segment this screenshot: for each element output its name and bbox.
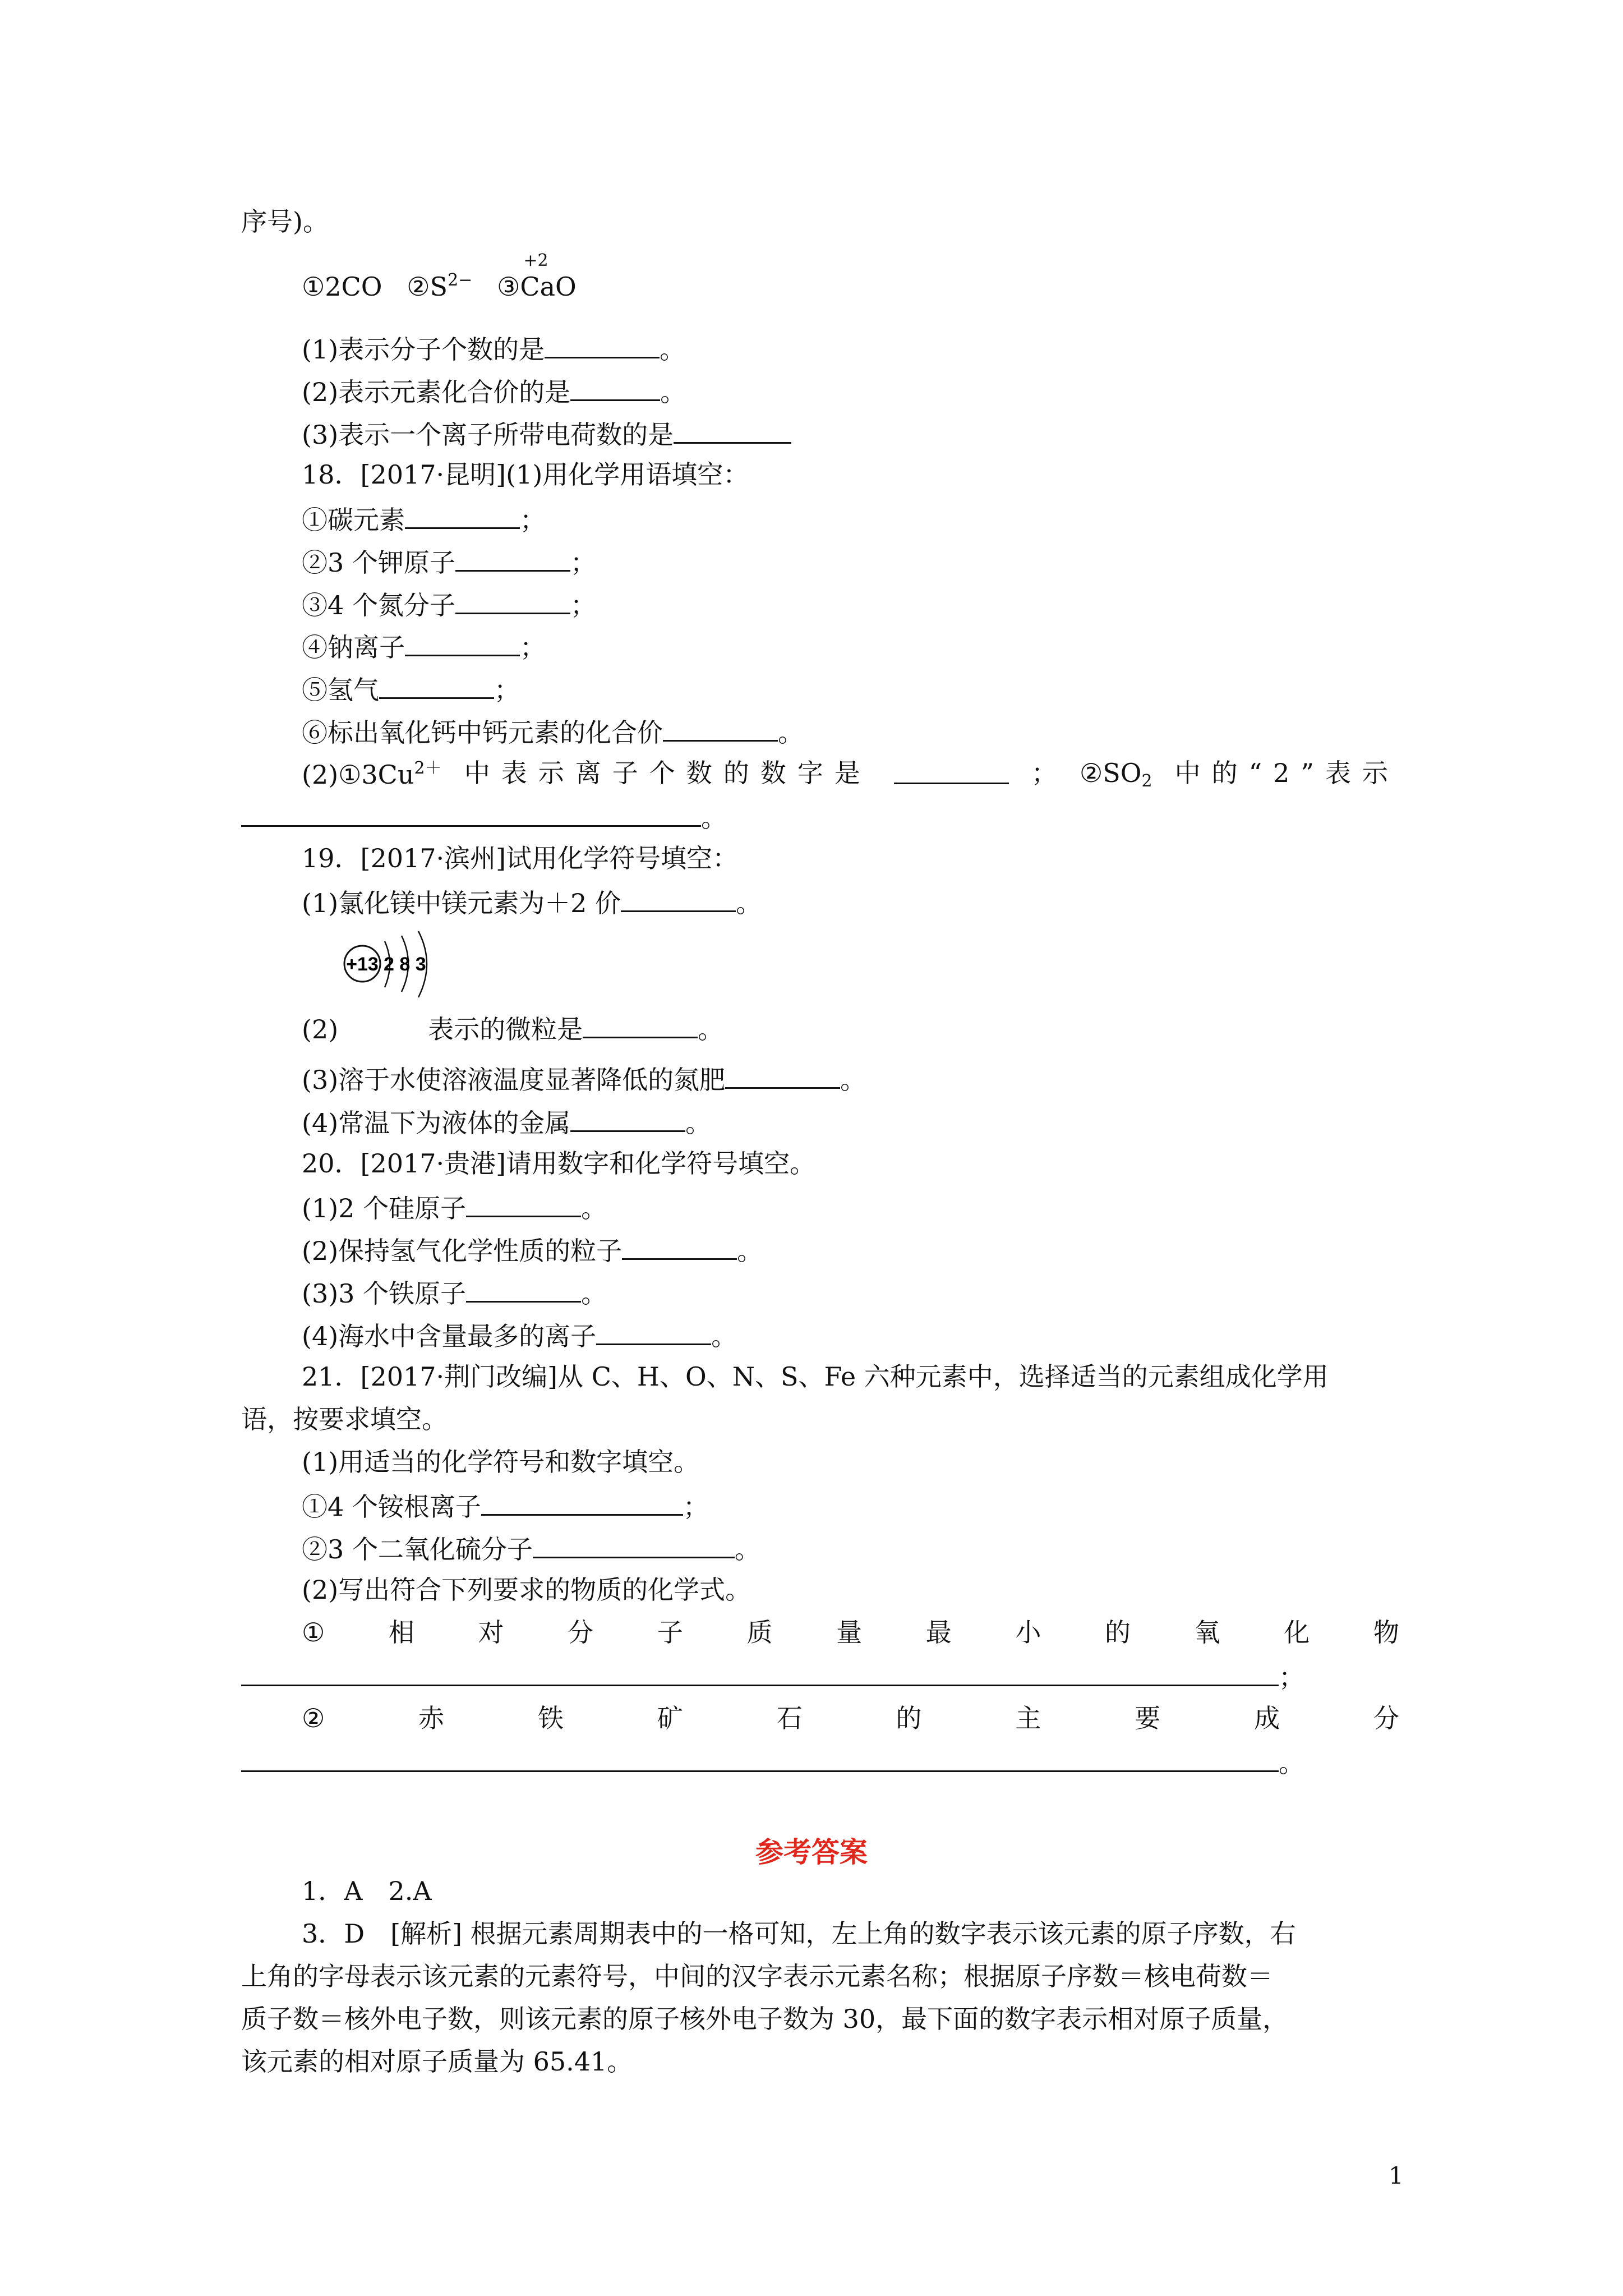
answer-blank [481,1492,683,1516]
answer-blank [725,1065,840,1089]
text-line: (2)写出符合下列要求的物质的化学式。 [302,1575,751,1605]
spread-char: 质 [746,1617,773,1648]
question-line-spread [302,1617,1399,1648]
answer-blank [570,377,660,401]
valence-mark: +2 [523,251,548,270]
question-line: (4)海水中含量最多的离子 。 [302,1321,737,1351]
answer-blank [466,1278,581,1303]
question-line: ⑥标出氧化钙中钙元素的化合价 。 [302,717,804,748]
page-number: 1 [1389,2162,1404,2189]
answer-line: 1．A 2.A [302,1876,432,1906]
spread-char: 铁 [537,1703,564,1733]
answer-blank [621,888,736,912]
options-line [302,251,577,302]
text-line: 序号)。 [241,206,329,237]
answer-line: 上角的字母表示该元素的元素符号，中间的汉字表示元素名称；根据原子序数＝核电荷数＝ [241,1961,1273,1991]
electron-counts: 2 8 3 [384,954,426,975]
answer-blank [596,1321,711,1345]
spread-char: 石 [776,1703,803,1733]
spread-char: 要 [1135,1703,1161,1733]
answer-blank [622,1236,737,1260]
question-line: (4)常温下为液体的金属 。 [302,1108,712,1138]
answer-blank [583,1014,698,1038]
answer-blank [570,1108,685,1132]
question-line: ②3 个钾原子 ； [302,547,596,578]
spread-char: 赤 [418,1703,445,1733]
spread-char: 相 [388,1617,414,1648]
answer-blank [241,1748,1279,1772]
spread-char: 矿 [657,1703,683,1733]
spread-char: 量 [836,1617,863,1648]
question-line: ； [241,1662,1304,1690]
answer-blank [241,1662,1279,1686]
question-line: ①4 个铵根离子 ； [302,1492,709,1522]
question-line: (2)保持氢气化学性质的粒子 。 [302,1236,763,1266]
spread-char: 最 [925,1617,952,1648]
answer-blank [663,717,778,742]
question-line: (3)溶于水使溶液温度显著降低的氮肥 。 [302,1065,866,1095]
answer-blank [379,675,494,699]
text-line: (1)用适当的化学符号和数字填空。 [302,1447,700,1477]
spread-char: 对 [478,1617,504,1648]
answer-blank [241,803,701,827]
question-line: 。 [241,803,727,831]
nucleus-charge: +13 [346,954,379,975]
question-line: (1)氯化镁中镁元素为＋2 价 。 [302,888,762,918]
spread-char: ① [302,1617,325,1648]
question-line-justified: $(2)①3Cu^{2+}$ 中表示离子个数的数字是 ； $②SO_2$ 中的“2”表示 [302,758,1399,791]
question-line: ⑤氢气 ； [302,675,520,705]
question-19-heading: 19．[2017·滨州]试用化学符号填空： [302,843,739,873]
spread-char: 物 [1373,1617,1399,1648]
spread-char: 成 [1254,1703,1280,1733]
spread-char: 分 [568,1617,594,1648]
answer-line: 该元素的相对原子质量为 65.41。 [241,2046,633,2077]
question-line: 。 [241,1748,1304,1776]
answer-blank [466,1193,581,1217]
question-line: (1)2 个硅原子 。 [302,1193,607,1223]
question-line: ④钠离子 ； [302,632,546,662]
answer-blank [894,760,1009,784]
answer-blank [455,547,570,572]
spread-char: 的 [1105,1617,1131,1648]
answer-blank [674,420,791,444]
spread-char: 氧 [1194,1617,1220,1648]
answer-blank [545,334,660,358]
question-line: (3)表示一个离子所带电荷数的是 [302,420,791,448]
spread-char: 主 [1015,1703,1041,1733]
answer-line: 3．D [解析] 根据元素周期表中的一格可知，左上角的数字表示该元素的原子序数，右 [302,1918,1296,1949]
question-18-heading: 18．[2017·昆明](1)用化学用语填空： [302,459,749,490]
question-line: (2) 表示的微粒是 。 [302,1014,724,1045]
question-21-heading: 21．[2017·荆门改编]从 C、H、O、N、S、Fe 六种元素中，选择适当的元素组成化学用 [302,1361,1329,1392]
text-line: 语，按要求填空。 [241,1404,448,1434]
question-line-spread [302,1705,1399,1731]
spread-char: 分 [1373,1703,1399,1733]
spread-char: 小 [1015,1617,1041,1648]
question-line: (1)表示分子个数的是 。 [302,334,686,365]
spread-char: 子 [657,1617,683,1648]
spread-char: 化 [1284,1617,1310,1648]
option-3: ③ +2 CaO [497,251,577,302]
spread-char: ② [302,1703,325,1733]
answer-blank [405,505,520,529]
question-line: (3)3 个铁原子 。 [302,1278,607,1309]
answer-blank [533,1534,735,1558]
option-1: ①2CO [302,272,382,302]
question-20-heading: 20．[2017·贵港]请用数字和化学符号填空。 [302,1148,816,1179]
atom-structure-diagram [336,930,443,1003]
answer-blank [405,632,520,656]
answers-title: 参考答案 [755,1835,868,1869]
question-line: ③4 个氮分子 ； [302,590,596,620]
question-line: (2)表示元素化合价的是 。 [302,377,686,407]
option-2: $②S^{2-}$ [407,270,473,302]
question-line: ②3 个二氧化硫分子 。 [302,1534,760,1565]
answer-line: 质子数＝核外电子数，则该元素的原子核外电子数为 30，最下面的数字表示相对原子质量， [241,2004,1289,2034]
answer-blank [455,590,570,614]
spread-char: 的 [896,1703,922,1733]
question-line: ①碳元素 ； [302,505,546,535]
